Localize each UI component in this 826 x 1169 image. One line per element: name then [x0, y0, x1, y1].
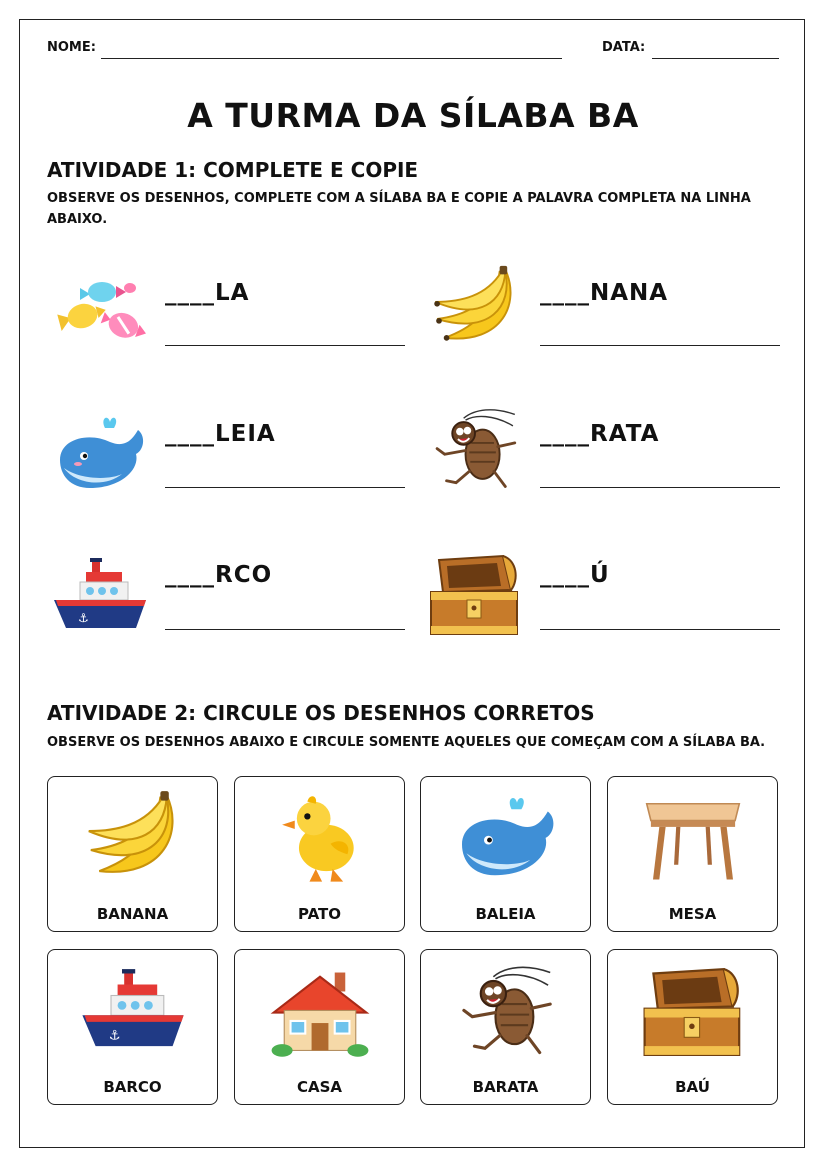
cockroach-icon — [451, 962, 561, 1062]
boat-icon — [50, 552, 150, 642]
card-label: BANANA — [96, 905, 169, 923]
card-label: PATO — [297, 905, 342, 923]
name-field[interactable] — [101, 58, 562, 59]
whale-icon — [50, 410, 150, 500]
card-label: BARCO — [103, 1078, 162, 1096]
word-prompt: ____LA — [165, 280, 250, 306]
answer-line[interactable] — [165, 345, 405, 346]
card-casa[interactable] — [234, 949, 405, 1105]
card-bau[interactable] — [607, 949, 778, 1105]
card-label: BARATA — [472, 1078, 539, 1096]
card-label: BAÚ — [675, 1078, 710, 1096]
whale-icon — [451, 789, 561, 889]
svg-text:⚓: ⚓ — [78, 611, 89, 625]
card-label: MESA — [668, 905, 717, 923]
card-pato[interactable] — [234, 776, 405, 932]
duck-icon — [265, 789, 375, 889]
svg-text:⚓: ⚓ — [108, 1028, 121, 1044]
activity1-instruction: OBSERVE OS DESENHOS, COMPLETE COM A SÍLABA BA E COPIE A PALAVRA COMPLETA NA LINHA ABAIXO. — [47, 191, 751, 227]
word-prompt: ____Ú — [540, 562, 610, 588]
card-barata[interactable] — [420, 949, 591, 1105]
date-field[interactable] — [652, 58, 779, 59]
word-prompt: ____NANA — [540, 280, 669, 306]
activity2-instruction: OBSERVE OS DESENHOS ABAIXO E CIRCULE SOMENTE AQUELES QUE COMEÇAM COM A SÍLABA BA. — [47, 735, 766, 750]
answer-line[interactable] — [540, 629, 780, 630]
banana-icon — [425, 264, 525, 354]
word-prompt: ____RCO — [165, 562, 273, 588]
date-label: DATA: — [602, 40, 646, 55]
card-label: BALEIA — [475, 905, 536, 923]
table-icon — [638, 789, 748, 889]
card-barco[interactable] — [47, 949, 218, 1105]
answer-line[interactable] — [540, 487, 780, 488]
answer-line[interactable] — [540, 345, 780, 346]
boat-icon — [78, 962, 188, 1062]
page-title: A TURMA DA SÍLABA BA — [187, 96, 639, 135]
banana-icon — [78, 789, 188, 889]
activity2-heading: ATIVIDADE 2: CIRCULE OS DESENHOS CORRETOS — [47, 701, 595, 725]
candy-icon — [50, 268, 150, 358]
card-label: CASA — [296, 1078, 343, 1096]
answer-line[interactable] — [165, 487, 405, 488]
card-banana[interactable] — [47, 776, 218, 932]
activity1-heading: ATIVIDADE 1: COMPLETE E COPIE — [47, 158, 419, 182]
name-label: NOME: — [47, 40, 96, 55]
word-prompt: ____RATA — [540, 421, 660, 447]
card-mesa[interactable] — [607, 776, 778, 932]
treasure-chest-icon — [425, 550, 525, 640]
treasure-chest-icon — [638, 962, 748, 1062]
cockroach-icon — [425, 405, 525, 495]
card-baleia[interactable] — [420, 776, 591, 932]
answer-line[interactable] — [165, 629, 405, 630]
house-icon — [265, 962, 375, 1062]
word-prompt: ____LEIA — [165, 421, 276, 447]
